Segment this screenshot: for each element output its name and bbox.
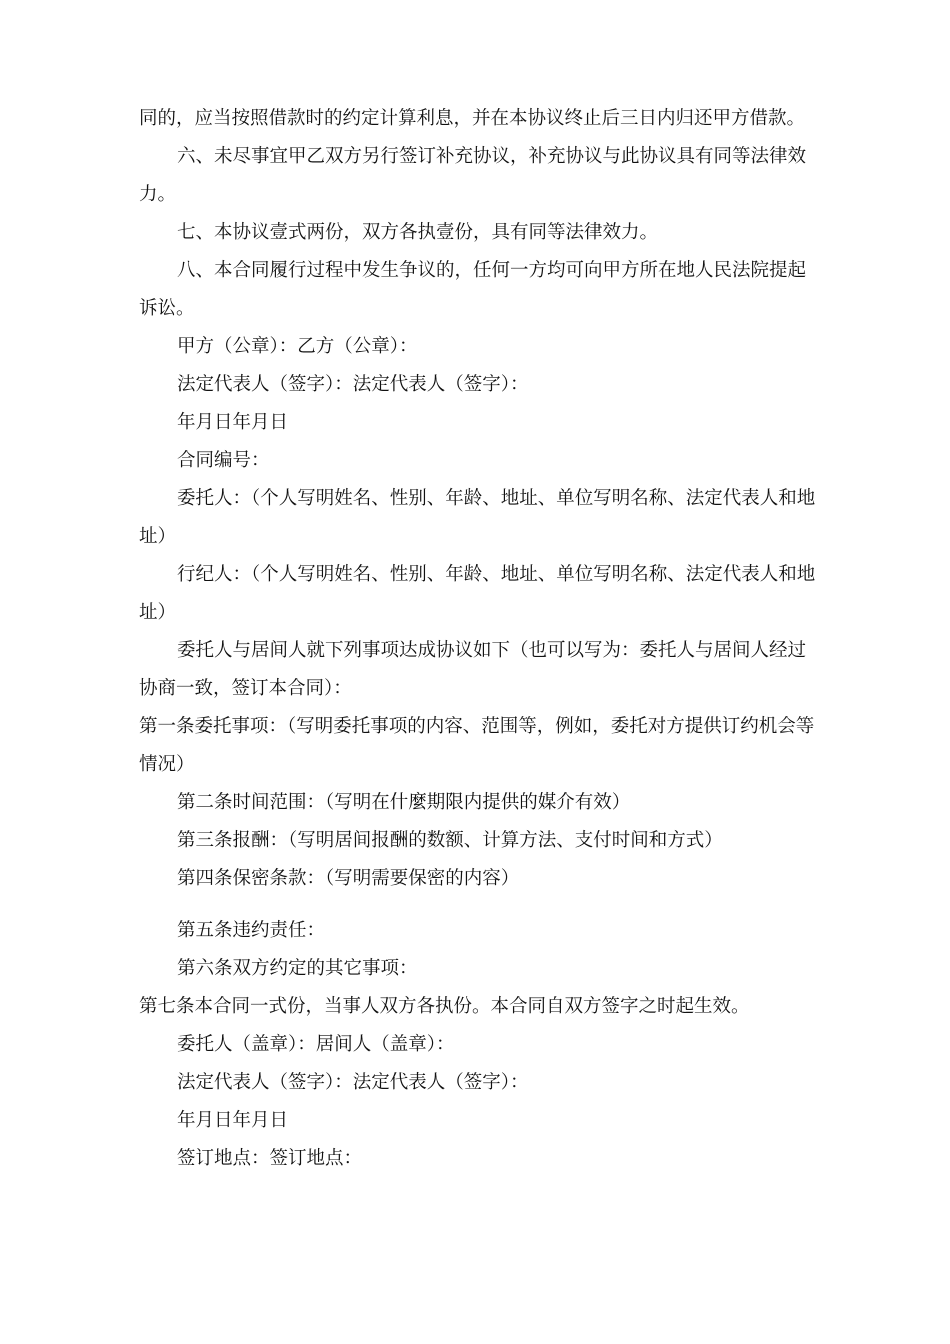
article-1: 第一条委托事项：（写明委托事项的内容、范围等，例如，委托对方提供订约机会等情况） xyxy=(139,716,815,775)
paragraph-interest-repayment: 同的，应当按照借款时的约定计算利息，并在本协议终止后三日内归还甲方借款。 xyxy=(139,108,806,129)
paragraph-principal: 委托人：（个人写明姓名、性别、年龄、地址、单位写明名称、法定代表人和地址） xyxy=(139,488,816,547)
article-7: 第七条本合同一式份，当事人双方各执份。本合同自双方签字之时起生效。 xyxy=(139,996,750,1017)
article-2: 第二条时间范围：（写明在什麼期限内提供的媒介有效） xyxy=(177,792,631,813)
article-3: 第三条报酬：（写明居间报酬的数额、计算方法、支付时间和方式） xyxy=(177,830,723,851)
article-5: 第五条违约责任： xyxy=(177,920,326,941)
signature-representative-line-2: 法定代表人（签字）：法定代表人（签字）： xyxy=(177,1072,529,1093)
contract-number-line: 合同编号： xyxy=(177,450,270,471)
paragraph-clause-8: 八、本合同履行过程中发生争议的，任何一方均可向甲方所在地人民法院提起诉讼。 xyxy=(139,260,807,319)
signature-date-line: 年月日年月日 xyxy=(177,412,289,433)
article-6: 第六条双方约定的其它事项： xyxy=(177,958,418,979)
paragraph-clause-7: 七、本协议壹式两份，双方各执壹份，具有同等法律效力。 xyxy=(177,222,659,243)
paragraph-clause-6: 六、未尽事宜甲乙双方另行签订补充协议，补充协议与此协议具有同等法律效力。 xyxy=(139,146,807,205)
signature-date-line-2: 年月日年月日 xyxy=(177,1110,289,1131)
paragraph-agreement-intro: 委托人与居间人就下列事项达成协议如下（也可以写为：委托人与居间人经过协商一致，签订本合同）： xyxy=(139,640,807,699)
signature-representative-line: 法定代表人（签字）：法定代表人（签字）： xyxy=(177,374,529,395)
article-4: 第四条保密条款：（写明需要保密的内容） xyxy=(177,868,520,889)
signing-location-line: 签订地点：签订地点： xyxy=(177,1148,363,1169)
signature-seal-line-2: 委托人（盖章）：居间人（盖章）： xyxy=(177,1034,455,1055)
signature-seal-line: 甲方（公章）：乙方（公章）： xyxy=(177,336,418,357)
paragraph-broker: 行纪人：（个人写明姓名、性别、年龄、地址、单位写明名称、法定代表人和地址） xyxy=(139,564,816,623)
document-body xyxy=(139,100,823,1178)
